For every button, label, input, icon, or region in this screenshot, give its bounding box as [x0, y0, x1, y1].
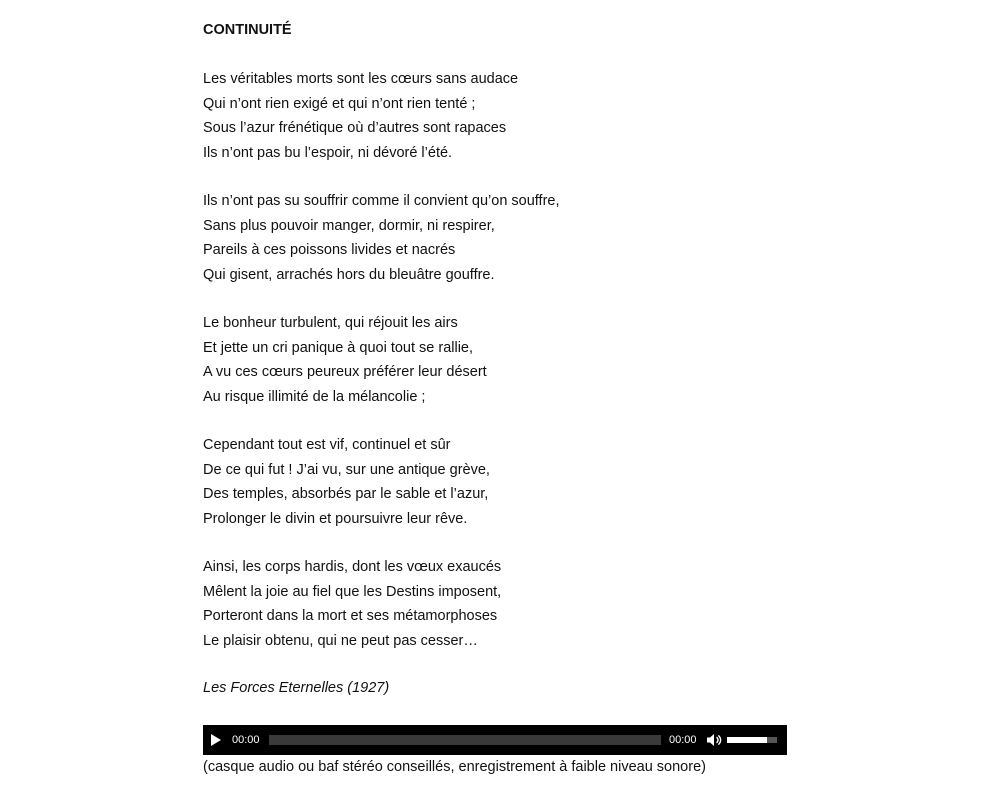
- verse-line: Ainsi, les corps hardis, dont les vœux exaucés: [203, 559, 502, 575]
- verse-line: Ils n’ont pas su souffrir comme il convient qu’on souffre,: [203, 193, 560, 209]
- verse-line: Ils n’ont pas bu l’espoir, ni dévoré l’été.: [203, 144, 453, 161]
- verse-line: Pareils à ces poissons livides et nacrés: [203, 242, 456, 258]
- verse-line: Et jette un cri panique à quoi tout se rallie,: [203, 339, 474, 356]
- verse-line: Sans plus pouvoir manger, dormir, ni respirer,: [203, 217, 495, 234]
- audio-caption: (casque audio ou baf stéréo conseillés, enregistrement à faible niveau sonore): [203, 759, 706, 775]
- stanza: [203, 189, 803, 287]
- stanza: [203, 555, 803, 653]
- play-icon[interactable]: [211, 734, 221, 746]
- verse-line: Porteront dans la mort et ses métamorphoses: [203, 608, 498, 624]
- verse-line: Prolonger le divin et poursuivre leur rêve.: [203, 510, 468, 527]
- verse-line: Les véritables morts sont les cœurs sans audace: [203, 71, 519, 87]
- volume-fill: [727, 737, 767, 743]
- verse-line: Le bonheur turbulent, qui réjouit les airs: [203, 315, 458, 331]
- stanza: [203, 433, 803, 531]
- verse-line: Qui gisent, arrachés hors du bleuâtre gouffre.: [203, 266, 495, 283]
- progress-bar[interactable]: [269, 735, 661, 745]
- verse-line: Au risque illimité de la mélancolie ;: [203, 388, 426, 405]
- poem-container: [203, 19, 803, 714]
- verse-line: Qui n’ont rien exigé et qui n’ont rien tenté ;: [203, 95, 476, 112]
- volume-slider[interactable]: [727, 737, 777, 743]
- verse-line: A vu ces cœurs peureux préférer leur désert: [203, 364, 487, 380]
- verse-line: Cependant tout est vif, continuel et sûr: [203, 437, 451, 453]
- audio-player: [203, 725, 787, 755]
- current-time: 00:00: [232, 734, 260, 746]
- stanza: [203, 311, 803, 409]
- verse-line: Des temples, absorbés par le sable et l’azur,: [203, 486, 489, 502]
- stanza: [203, 67, 803, 165]
- speaker-icon[interactable]: [706, 732, 722, 748]
- duration-time: 00:00: [669, 734, 697, 746]
- verse-line: Le plaisir obtenu, qui ne peut pas cesser…: [203, 632, 478, 649]
- poem-source: Les Forces Eternelles (1927): [203, 680, 390, 696]
- verse-line: Mêlent la joie au fiel que les Destins imposent,: [203, 583, 502, 600]
- verse-line: De ce qui fut ! J’ai vu, sur une antique grève,: [203, 461, 490, 478]
- poem-title: CONTINUITÉ: [203, 22, 292, 38]
- verse-line: Sous l’azur frénétique où d’autres sont rapaces: [203, 120, 507, 136]
